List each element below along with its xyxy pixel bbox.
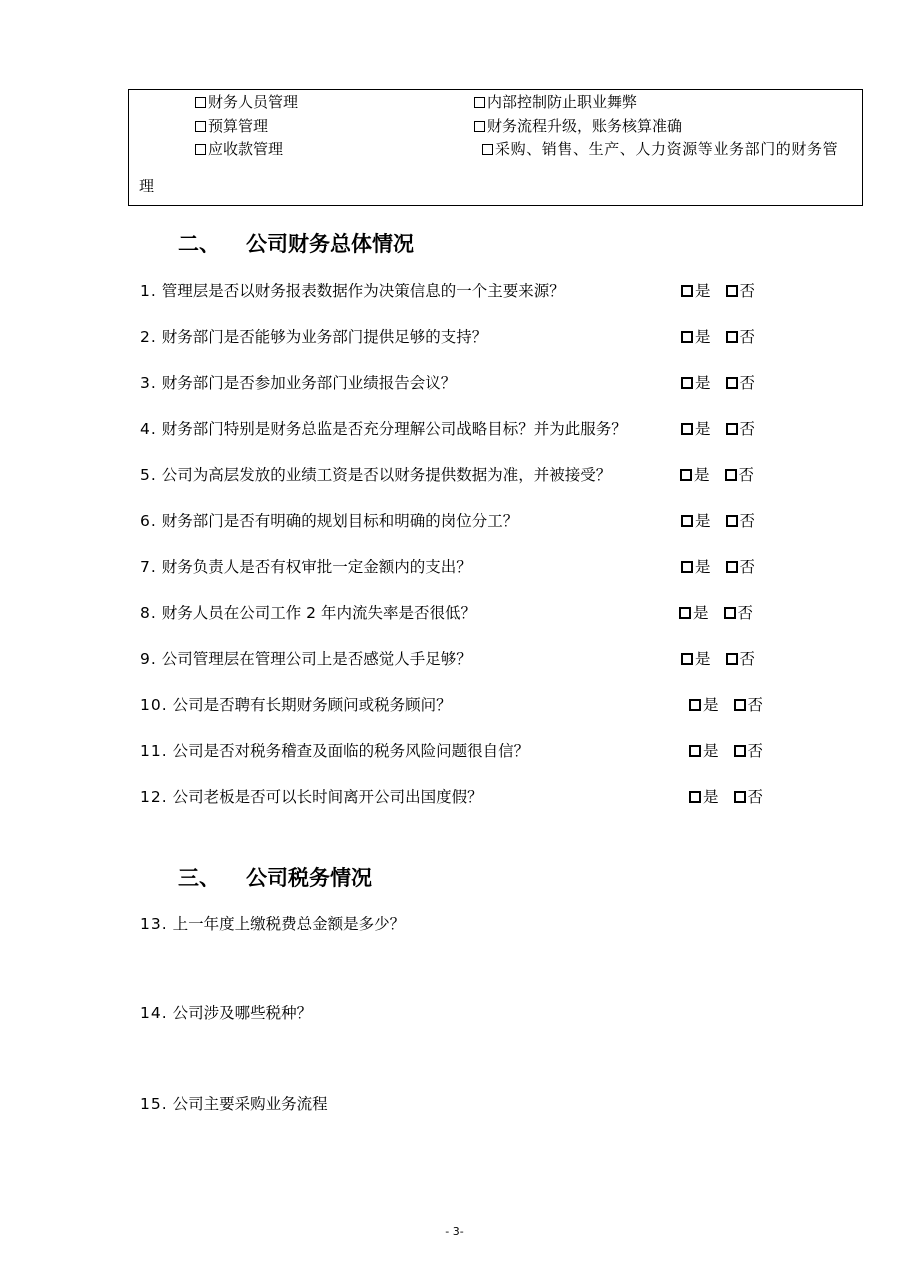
question-number: 3. [140,374,157,392]
yes-label: 是 [695,650,711,668]
no-label: 否 [739,374,756,392]
yes-label: 是 [693,604,709,622]
section-number: 二、 [178,232,220,256]
checkbox-icon[interactable] [726,285,738,297]
yes-option[interactable] [681,418,711,440]
no-option[interactable] [726,648,756,670]
yes-option[interactable] [689,694,719,716]
yes-label: 是 [695,374,711,392]
section-number: 三、 [178,866,220,890]
yes-no-group-4 [681,418,755,440]
no-label: 否 [747,742,764,760]
no-option[interactable] [734,740,764,762]
question-text: 公司管理层在管理公司上是否感觉人手足够？ [161,650,472,668]
question-11 [140,740,529,762]
page-number: - 3- [445,1225,464,1238]
question-1 [140,280,565,302]
yes-no-group-8 [679,602,753,624]
option-finance-staff[interactable] [195,92,298,112]
question-text: 公司是否对税务稽查及面临的税务风险问题很自信？ [172,742,530,760]
yes-label: 是 [695,328,711,346]
checkbox-icon[interactable] [726,423,738,435]
yes-option[interactable] [681,280,711,302]
yes-option[interactable] [681,510,711,532]
no-label: 否 [739,558,756,576]
section-3-title [178,865,372,891]
yes-option[interactable] [680,464,710,486]
yes-option[interactable] [681,648,711,670]
checkbox-icon[interactable] [734,699,746,711]
question-text: 财务部门特别是财务总监是否充分理解公司战略目标？并为此服务？ [161,420,627,438]
question-8 [140,602,476,624]
no-option[interactable] [726,326,756,348]
no-label: 否 [739,512,756,530]
yes-label: 是 [703,742,719,760]
checkbox-icon[interactable] [726,377,738,389]
option-process-upgrade[interactable] [474,116,682,136]
no-label: 否 [738,466,755,484]
option-budget[interactable] [195,116,268,136]
checkbox-icon[interactable] [726,515,738,527]
question-number: 5. [140,466,157,484]
question-4 [140,418,627,440]
question-2 [140,326,487,348]
no-label: 否 [747,696,764,714]
section-heading: 公司税务情况 [246,866,372,890]
checkbox-icon[interactable] [689,791,701,803]
yes-no-group-9 [681,648,755,670]
question-text: 财务人员在公司工作 2 年内流失率是否很低？ [161,604,476,622]
checkbox-icon[interactable] [681,331,693,343]
tax-question-14: 14. 公司涉及哪些税种？ [140,1004,313,1022]
question-text: 财务部门是否参加业务部门业绩报告会议？ [161,374,457,392]
yes-label: 是 [695,512,711,530]
option-internal-control[interactable] [474,92,637,112]
tax-question-15: 15. 公司主要采购业务流程 [140,1095,328,1113]
option-label: 采购、销售、生产、人力资源等业务部门的财务管 [495,140,839,158]
question-10 [140,694,452,716]
no-label: 否 [737,604,754,622]
checkbox-icon[interactable] [725,469,737,481]
checkbox-icon[interactable] [681,515,693,527]
yes-option[interactable] [679,602,709,624]
section-heading: 公司财务总体情况 [246,232,414,256]
option-label: 财务流程升级，账务核算准确 [487,117,683,135]
question-number: 9. [140,650,157,668]
no-option[interactable] [726,510,756,532]
question-number: 4. [140,420,157,438]
question-5 [140,464,611,486]
question-number: 2. [140,328,157,346]
question-text: 公司是否聘有长期财务顾问或税务顾问？ [172,696,452,714]
checkbox-icon[interactable] [195,97,206,108]
checkbox-icon[interactable] [689,745,701,757]
option-wrap-text: 理 [139,177,155,195]
no-option[interactable] [726,372,756,394]
yes-label: 是 [694,466,710,484]
no-label: 否 [747,788,764,806]
yes-no-group-11 [689,740,763,762]
yes-no-group-6 [681,510,755,532]
question-number: 12. [140,788,168,806]
option-label: 预算管理 [208,117,269,135]
question-text: 财务部门是否能够为业务部门提供足够的支持？ [161,328,488,346]
option-receivables[interactable] [195,139,283,159]
yes-label: 是 [695,282,711,300]
checkbox-icon[interactable] [681,561,693,573]
checkbox-icon[interactable] [482,144,493,155]
question-text: 公司为高层发放的业绩工资是否以财务提供数据为准，并被接受？ [161,466,612,484]
yes-no-group-2 [681,326,755,348]
no-option[interactable] [734,694,764,716]
yes-option[interactable] [689,786,719,808]
yes-option[interactable] [681,326,711,348]
yes-label: 是 [703,788,719,806]
no-option[interactable] [725,464,755,486]
checkbox-icon[interactable] [679,607,691,619]
tax-question-13: 13. 上一年度上缴税费总金额是多少？ [140,915,406,933]
question-number: 8. [140,604,157,622]
yes-option[interactable] [681,372,711,394]
checkbox-icon[interactable] [681,377,693,389]
option-business-departments[interactable] [482,139,838,159]
question-number: 6. [140,512,157,530]
yes-no-group-10 [689,694,763,716]
question-text: 管理层是否以财务报表数据作为决策信息的一个主要来源？ [161,282,565,300]
yes-label: 是 [695,558,711,576]
question-number: 10. [140,696,168,714]
question-number: 1. [140,282,157,300]
checkbox-icon[interactable] [734,745,746,757]
no-option[interactable] [724,602,754,624]
checkbox-icon[interactable] [681,285,693,297]
checkbox-icon[interactable] [734,791,746,803]
option-label: 应收款管理 [208,140,284,158]
yes-option[interactable] [689,740,719,762]
question-3 [140,372,456,394]
section-2-title [178,231,414,257]
checkbox-icon[interactable] [724,607,736,619]
question-number: 7. [140,558,157,576]
question-text: 财务负责人是否有权审批一定金额内的支出？ [161,558,472,576]
checkbox-icon[interactable] [681,423,693,435]
checkbox-icon[interactable] [726,561,738,573]
checkbox-icon[interactable] [474,97,485,108]
yes-no-group-12 [689,786,763,808]
no-label: 否 [739,420,756,438]
yes-label: 是 [695,420,711,438]
yes-no-group-5 [680,464,754,486]
yes-no-group-1 [681,280,755,302]
no-label: 否 [739,282,756,300]
yes-no-group-7 [681,556,755,578]
yes-label: 是 [703,696,719,714]
yes-no-group-3 [681,372,755,394]
checkbox-icon[interactable] [474,121,485,132]
yes-option[interactable] [681,556,711,578]
no-label: 否 [739,328,756,346]
question-7 [140,556,472,578]
option-label: 内部控制防止职业舞弊 [487,93,638,111]
checkbox-icon[interactable] [726,331,738,343]
no-option[interactable] [734,786,764,808]
option-label: 财务人员管理 [208,93,299,111]
question-text: 公司老板是否可以长时间离开公司出国度假？ [172,788,483,806]
checkbox-icon[interactable] [726,653,738,665]
checkbox-icon[interactable] [195,144,206,155]
no-option[interactable] [726,280,756,302]
question-9 [140,648,472,670]
no-label: 否 [739,650,756,668]
checkbox-icon[interactable] [681,653,693,665]
no-option[interactable] [726,556,756,578]
question-12 [140,786,483,808]
question-text: 财务部门是否有明确的规划目标和明确的岗位分工？ [161,512,519,530]
no-option[interactable] [726,418,756,440]
checkbox-icon[interactable] [689,699,701,711]
checkbox-icon[interactable] [195,121,206,132]
question-6 [140,510,518,532]
checkbox-icon[interactable] [680,469,692,481]
question-number: 11. [140,742,168,760]
